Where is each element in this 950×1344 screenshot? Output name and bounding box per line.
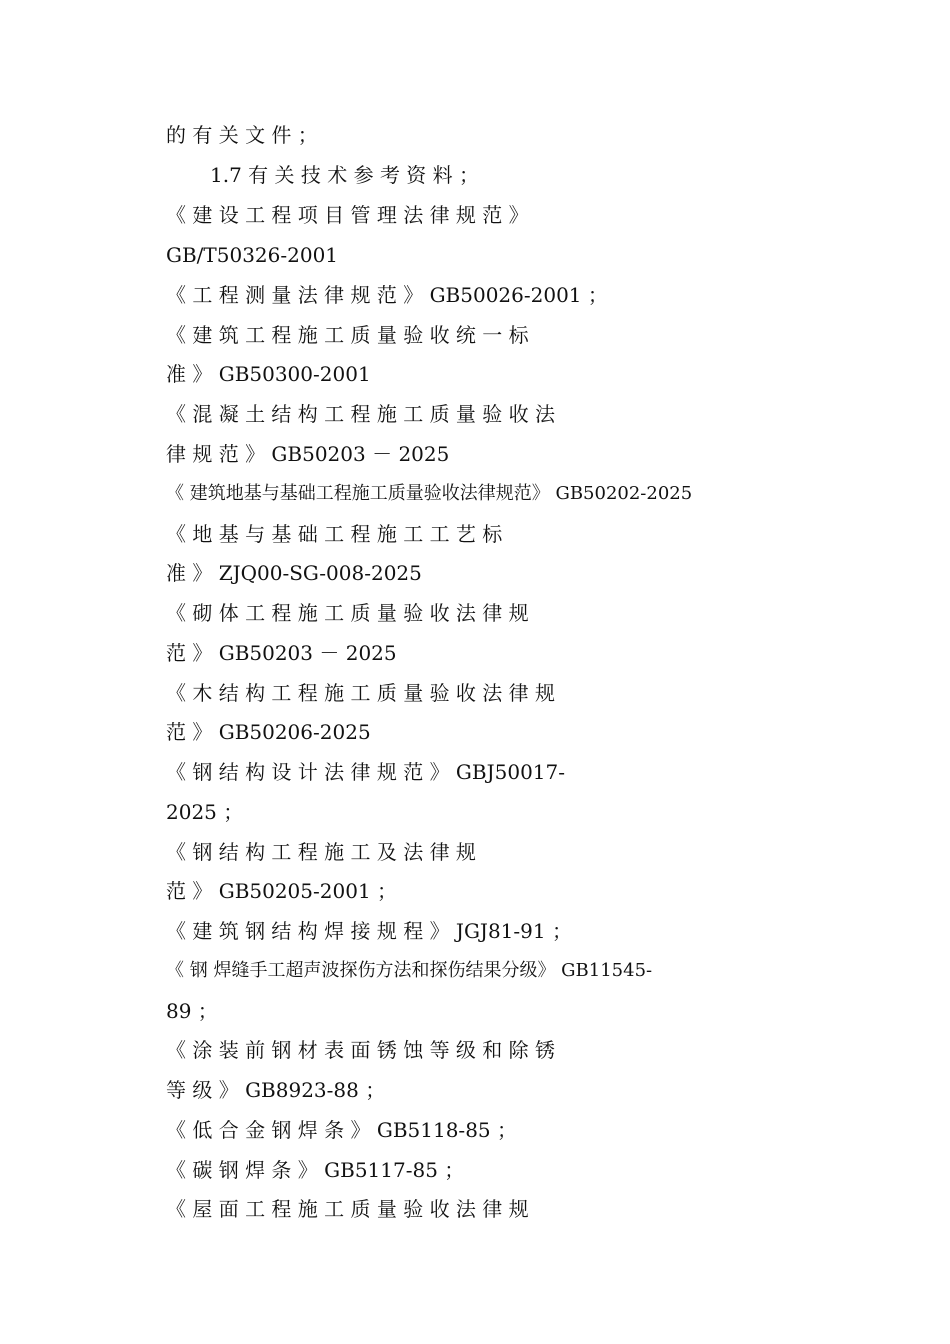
reference-line-6: 《 混 凝 土 结 构 工 程 施 工 质 量 验 收 法 — [166, 402, 556, 426]
reference-line-7: 律 规 范 》 GB50203 － 2025 — [166, 442, 450, 466]
section-heading-1-7: 1.7 有 关 技 术 参 考 资 料 ； — [210, 163, 480, 187]
reference-line-12: 范 》 GB50203 － 2025 — [166, 641, 397, 665]
reference-line-4: 《 建 筑 工 程 施 工 质 量 验 收 统 一 标 — [166, 323, 529, 347]
reference-line-21: 89 ； — [166, 999, 218, 1023]
reference-line-5: 准 》 GB50300-2001 — [166, 362, 371, 386]
reference-line-3: 《 工 程 测 量 法 律 规 范 》 GB50026-2001 ； — [166, 283, 608, 307]
reference-line-1: 《 建 设 工 程 项 目 管 理 法 律 规 范 》 — [166, 203, 529, 227]
reference-line-20: 《 钢 焊缝手工超声波探伤方法和探伤结果分级》 GB11545- — [166, 960, 653, 981]
reference-line-18: 范 》 GB50205-2001 ； — [166, 879, 398, 903]
reference-line-13: 《 木 结 构 工 程 施 工 质 量 验 收 法 律 规 — [166, 681, 556, 705]
reference-line-16: 2025 ； — [166, 800, 244, 824]
reference-line-10: 准 》 ZJQ00-SG-008-2025 — [166, 561, 422, 585]
reference-line-14: 范 》 GB50206-2025 — [166, 720, 371, 744]
reference-line-19: 《 建 筑 钢 结 构 焊 接 规 程 》 JGJ81-91 ； — [166, 919, 572, 943]
reference-line-26: 《 屋 面 工 程 施 工 质 量 验 收 法 律 规 — [166, 1197, 529, 1221]
text-line-1: 的 有 关 文 件 ； — [166, 123, 318, 147]
reference-line-2: GB/T50326-2001 — [166, 243, 339, 267]
reference-line-15: 《 钢 结 构 设 计 法 律 规 范 》 GBJ50017- — [166, 760, 566, 784]
reference-line-24: 《 低 合 金 钢 焊 条 》 GB5118-85 ； — [166, 1118, 517, 1142]
reference-line-25: 《 碳 钢 焊 条 》 GB5117-85 ； — [166, 1158, 465, 1182]
reference-line-23: 等 级 》 GB8923-88 ； — [166, 1078, 386, 1102]
reference-line-22: 《 涂 装 前 钢 材 表 面 锈 蚀 等 级 和 除 锈 — [166, 1038, 556, 1062]
reference-line-8: 《 建筑地基与基础工程施工质量验收法律规范》 GB50202-2025 — [166, 483, 693, 504]
reference-line-11: 《 砌 体 工 程 施 工 质 量 验 收 法 律 规 — [166, 601, 529, 625]
reference-line-9: 《 地 基 与 基 础 工 程 施 工 工 艺 标 — [166, 522, 503, 546]
reference-line-17: 《 钢 结 构 工 程 施 工 及 法 律 规 — [166, 840, 476, 864]
